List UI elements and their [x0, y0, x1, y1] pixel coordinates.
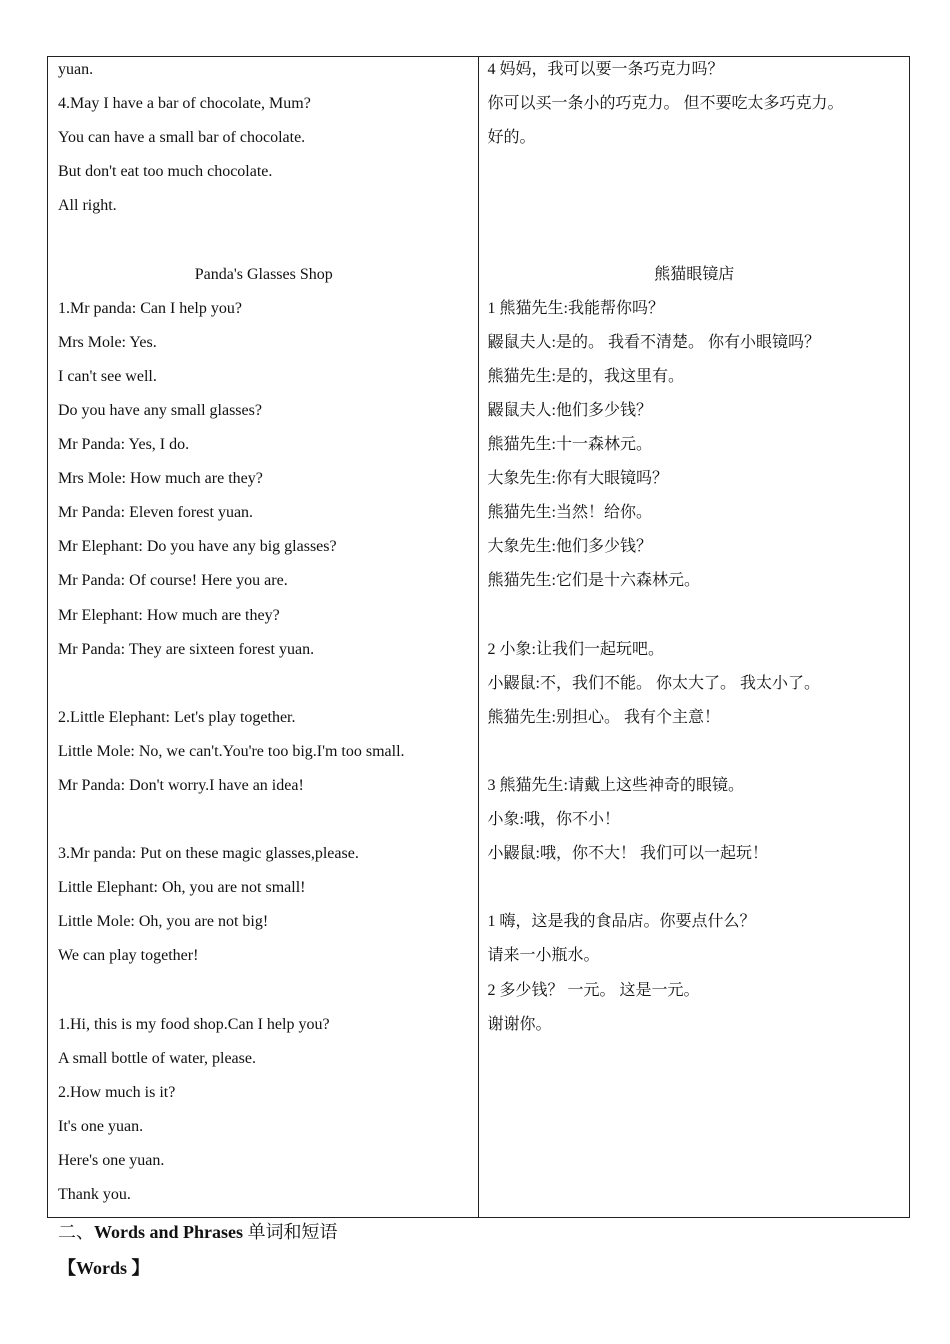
english-line: Mr Panda: They are sixteen forest yuan.	[58, 640, 315, 658]
section-heading-bold: Words and Phrases	[94, 1222, 244, 1242]
chinese-line	[488, 193, 902, 227]
chinese-line: 你可以买一条小的巧克力。 但不要吃太多巧克力。	[487, 95, 844, 113]
english-line: Mr Elephant: How much are they?	[58, 606, 280, 624]
chinese-line	[488, 159, 902, 193]
english-line: Do you have any small glasses?	[58, 401, 262, 419]
english-line	[58, 227, 470, 261]
english-line	[58, 671, 470, 705]
chinese-line	[488, 875, 902, 909]
chinese-line: 2 小象:让我们一起玩吧。	[487, 640, 664, 658]
english-line: Little Mole: No, we can't.You're too big.I'm too small.	[58, 742, 405, 760]
chinese-line	[488, 603, 902, 637]
english-line: 2.Little Elephant: Let's play together.	[58, 708, 296, 726]
english-line: 4.May I have a bar of chocolate, Mum?	[58, 95, 311, 113]
english-line: 2.How much is it?	[58, 1083, 176, 1101]
chinese-line: 熊猫先生:是的，我这里有。	[487, 367, 684, 385]
chinese-line: 熊猫先生:十一森林元。	[487, 436, 652, 454]
english-line: But don't eat too much chocolate.	[58, 163, 273, 181]
english-line: You can have a small bar of chocolate.	[58, 129, 306, 147]
chinese-line: 鼹鼠夫人:他们多少钱？	[487, 401, 652, 419]
chinese-line: 1 熊猫先生:我能帮你吗？	[487, 299, 664, 317]
english-line: yuan.	[58, 61, 94, 78]
chinese-line: 熊猫先生:它们是十六森林元。	[487, 572, 700, 590]
english-line: Little Elephant: Oh, you are not small!	[58, 879, 306, 897]
words-subheading: 【Words 】	[58, 1258, 150, 1278]
english-line: It's one yuan.	[58, 1117, 144, 1135]
section-heading	[58, 1218, 338, 1246]
english-line: Mr Panda: Don't worry.I have an idea!	[58, 776, 304, 794]
english-column	[48, 57, 479, 1217]
english-line: Little Mole: Oh, you are not big!	[58, 913, 269, 931]
chinese-line: 小鼹鼠:哦，你不大！ 我们可以一起玩！	[487, 845, 768, 863]
english-line	[58, 807, 470, 841]
english-line: All right.	[58, 197, 117, 215]
chinese-line: 请来一小瓶水。	[487, 947, 600, 965]
english-line: A small bottle of water, please.	[58, 1049, 256, 1067]
english-section-title: Panda's Glasses Shop	[194, 265, 333, 283]
english-line: Mrs Mole: How much are they?	[58, 470, 263, 488]
chinese-line: 鼹鼠夫人:是的。 我看不清楚。 你有小眼镜吗？	[487, 333, 820, 351]
chinese-section-title: 熊猫眼镜店	[654, 265, 735, 283]
chinese-line: 熊猫先生:别担心。 我有个主意！	[487, 708, 720, 726]
chinese-line: 4 妈妈，我可以要一条巧克力吗？	[487, 61, 724, 78]
english-line: Mr Elephant: Do you have any big glasses?	[58, 538, 337, 556]
chinese-line: 小象:哦，你不小！	[487, 811, 620, 829]
english-line: Mrs Mole: Yes.	[58, 333, 157, 351]
english-line: Here's one yuan.	[58, 1152, 165, 1169]
english-line: Thank you.	[58, 1186, 131, 1204]
chinese-line	[488, 227, 902, 261]
english-line: 1.Hi, this is my food shop.Can I help you?	[58, 1015, 330, 1033]
chinese-line: 2 多少钱？ 一元。 这是一元。	[487, 981, 700, 999]
chinese-line	[488, 739, 902, 773]
bilingual-text-table	[47, 56, 910, 1218]
english-line	[58, 978, 470, 1012]
chinese-line: 3 熊猫先生:请戴上这些神奇的眼镜。	[487, 776, 744, 794]
chinese-line: 熊猫先生:当然！给你。	[487, 504, 652, 522]
section-heading-suffix: 单词和短语	[243, 1222, 338, 1242]
english-line: Mr Panda: Yes, I do.	[58, 436, 190, 454]
english-line: 3.Mr panda: Put on these magic glasses,please.	[58, 845, 359, 863]
chinese-line: 大象先生:你有大眼镜吗？	[487, 470, 668, 488]
chinese-line: 1 嗨，这是我的食品店。你要点什么？	[487, 913, 756, 931]
chinese-line: 小鼹鼠:不，我们不能。 你太大了。 我太小了。	[487, 674, 820, 692]
chinese-line: 谢谢你。	[487, 1015, 552, 1033]
english-line: 1.Mr panda: Can I help you?	[58, 299, 242, 317]
section-heading-prefix: 二、	[58, 1222, 94, 1242]
chinese-column	[479, 57, 910, 1217]
english-line: Mr Panda: Eleven forest yuan.	[58, 504, 254, 522]
chinese-line: 好的。	[487, 129, 536, 147]
english-line: Mr Panda: Of course! Here you are.	[58, 572, 288, 590]
chinese-line: 大象先生:他们多少钱？	[487, 538, 652, 556]
english-line: We can play together!	[58, 947, 199, 965]
english-line: I can't see well.	[58, 367, 157, 385]
